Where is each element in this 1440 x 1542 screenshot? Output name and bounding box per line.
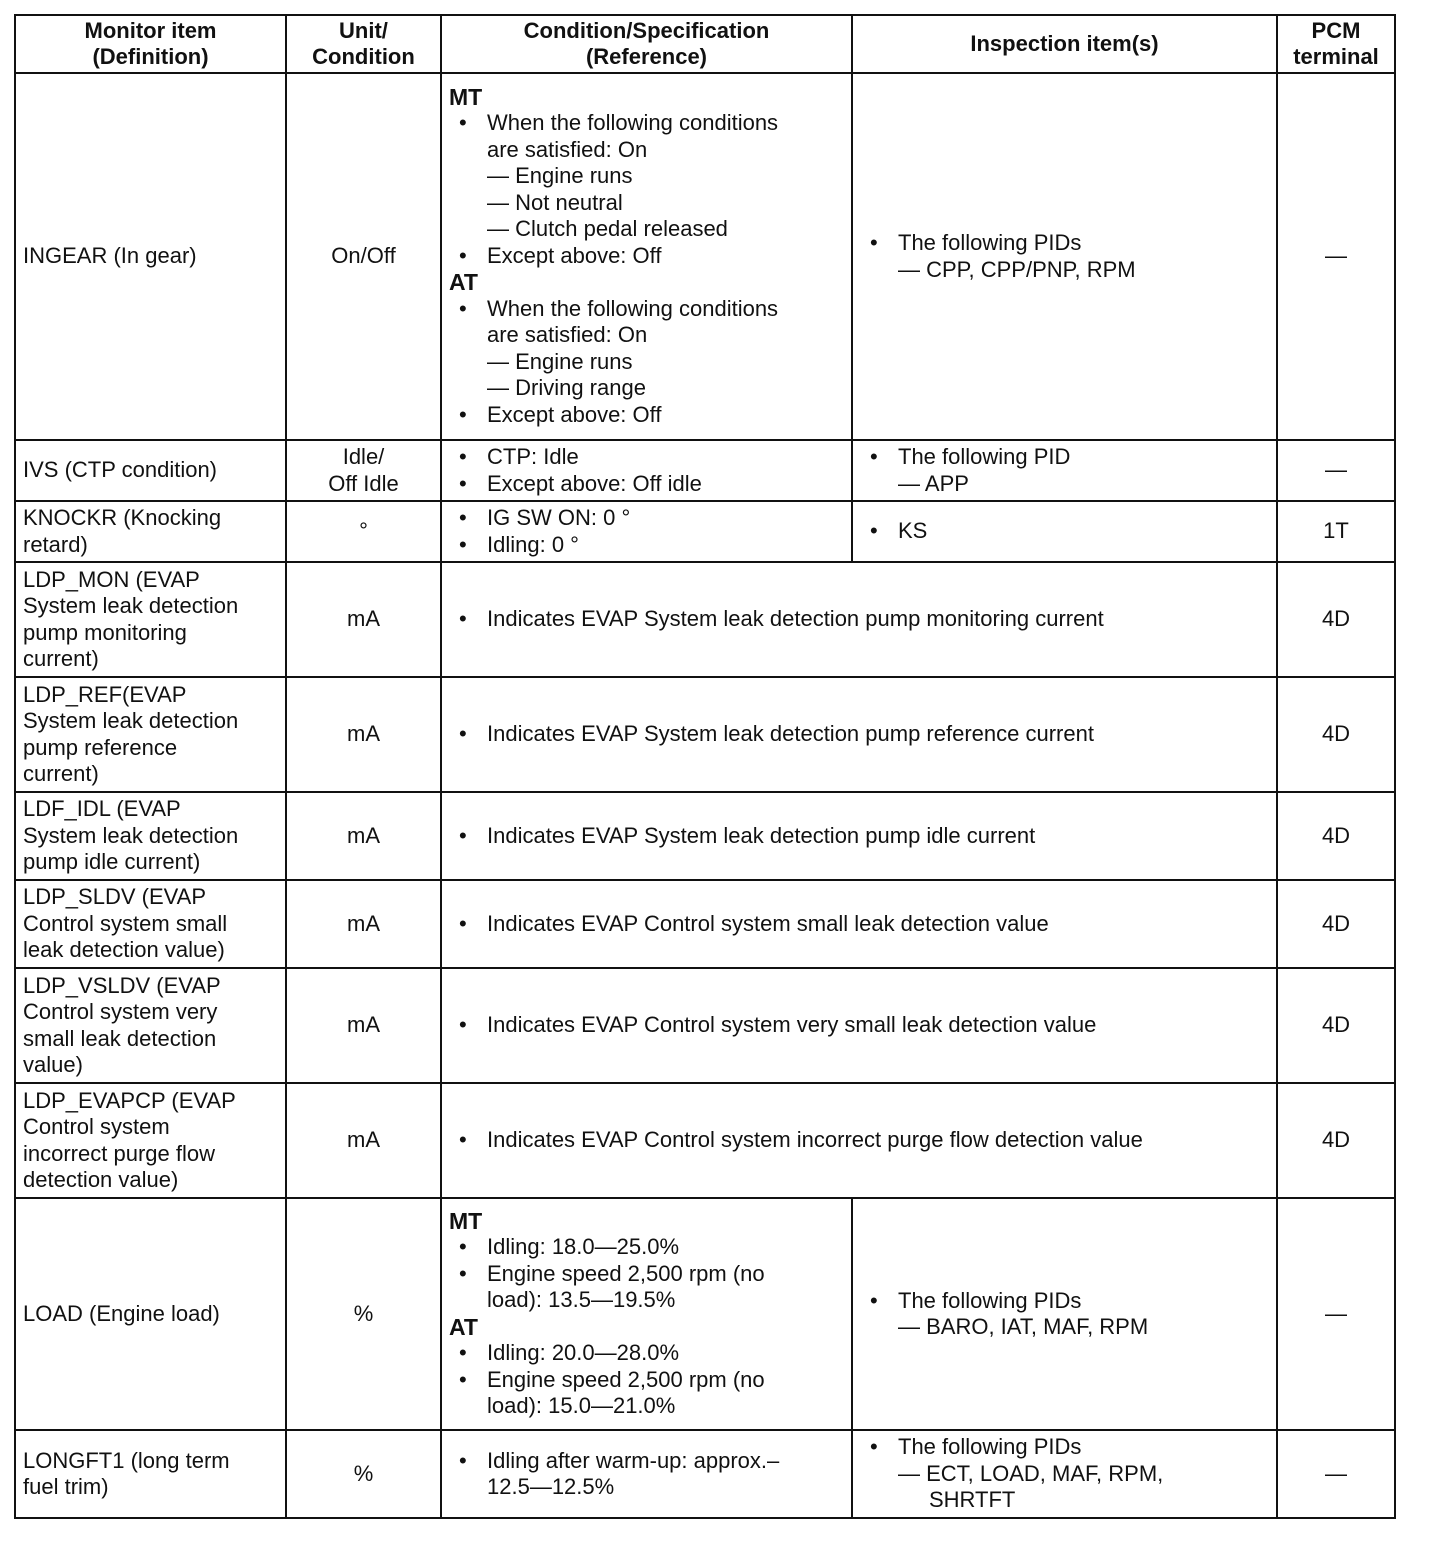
list-item: • Indicates EVAP Control system very small leak detection value bbox=[449, 1012, 1269, 1039]
monitor-item-cell: LOAD (Engine load) bbox=[15, 1198, 286, 1430]
inspection-cell bbox=[852, 1430, 1277, 1518]
table-row bbox=[15, 1083, 1395, 1198]
list-item: • Except above: Off idle bbox=[449, 471, 844, 498]
pcm-terminal-cell: — bbox=[1277, 73, 1395, 440]
table-row bbox=[15, 880, 1395, 968]
table-row bbox=[15, 501, 1395, 562]
condition-cell bbox=[441, 440, 852, 501]
condition-cell bbox=[441, 1198, 852, 1430]
monitor-item-cell: LDP_REF(EVAP System leak detection pump reference current) bbox=[15, 677, 286, 792]
list-item: • Indicates EVAP System leak detection pump monitoring current bbox=[449, 606, 1269, 633]
list-item: • Idling: 20.0—28.0% bbox=[449, 1340, 844, 1367]
unit-cell: Idle/ Off Idle bbox=[286, 440, 441, 501]
table-row bbox=[15, 677, 1395, 792]
monitor-item-cell: IVS (CTP condition) bbox=[15, 440, 286, 501]
header-inspection-items: Inspection item(s) bbox=[852, 15, 1277, 73]
pcm-terminal-cell: 4D bbox=[1277, 968, 1395, 1083]
table-row bbox=[15, 1430, 1395, 1518]
table-row bbox=[15, 440, 1395, 501]
description-cell bbox=[441, 1083, 1277, 1198]
list-item: • Engine speed 2,500 rpm (no load): 13.5—19.5% bbox=[449, 1261, 844, 1314]
list-item: • When the following conditions are satisfied: On — Engine runs — Not neutral — Clutch pedal released bbox=[449, 110, 844, 243]
unit-cell: mA bbox=[286, 677, 441, 792]
table-row bbox=[15, 73, 1395, 440]
list-item: • Indicates EVAP System leak detection pump reference current bbox=[449, 721, 1269, 748]
pcm-terminal-cell: — bbox=[1277, 1198, 1395, 1430]
pcm-terminal-cell: — bbox=[1277, 1430, 1395, 1518]
pcm-terminal-cell: 4D bbox=[1277, 677, 1395, 792]
monitor-item-cell: LDP_VSLDV (EVAP Control system very small leak detection value) bbox=[15, 968, 286, 1083]
list-item: • Indicates EVAP Control system small leak detection value bbox=[449, 911, 1269, 938]
list-item: • The following PIDs — ECT, LOAD, MAF, RPM, SHRTFT bbox=[860, 1434, 1269, 1514]
mt-label: MT bbox=[449, 1207, 483, 1234]
table-row bbox=[15, 792, 1395, 880]
pcm-terminal-cell: 4D bbox=[1277, 792, 1395, 880]
unit-cell: On/Off bbox=[286, 73, 441, 440]
pcm-terminal-cell: — bbox=[1277, 440, 1395, 501]
list-item: • When the following conditions are satisfied: On — Engine runs — Driving range bbox=[449, 296, 844, 402]
list-item: • Indicates EVAP System leak detection pump idle current bbox=[449, 823, 1269, 850]
inspection-cell bbox=[852, 501, 1277, 562]
header-row bbox=[15, 15, 1395, 73]
list-item: • Indicates EVAP Control system incorrect purge flow detection value bbox=[449, 1127, 1269, 1154]
list-item: • Engine speed 2,500 rpm (no load): 15.0—21.0% bbox=[449, 1367, 844, 1420]
inspection-cell bbox=[852, 440, 1277, 501]
header-unit-condition: Unit/ Condition bbox=[286, 15, 441, 73]
pcm-terminal-cell: 1T bbox=[1277, 501, 1395, 562]
monitor-item-cell: LDP_MON (EVAP System leak detection pump monitoring current) bbox=[15, 562, 286, 677]
header-pcm-terminal: PCM terminal bbox=[1277, 15, 1395, 73]
header-monitor-item: Monitor item (Definition) bbox=[15, 15, 286, 73]
description-cell bbox=[441, 677, 1277, 792]
unit-cell: ° bbox=[286, 501, 441, 562]
table-row bbox=[15, 968, 1395, 1083]
inspection-cell bbox=[852, 73, 1277, 440]
pcm-terminal-cell: 4D bbox=[1277, 562, 1395, 677]
table-row bbox=[15, 1198, 1395, 1430]
unit-cell: % bbox=[286, 1430, 441, 1518]
list-item: • The following PID — APP bbox=[860, 444, 1269, 497]
unit-cell: mA bbox=[286, 792, 441, 880]
unit-cell: mA bbox=[286, 1083, 441, 1198]
list-item: • Except above: Off bbox=[449, 402, 844, 429]
spec-sheet bbox=[14, 14, 1394, 1519]
list-item: • The following PIDs — BARO, IAT, MAF, RPM bbox=[860, 1288, 1269, 1341]
unit-cell: mA bbox=[286, 562, 441, 677]
monitor-item-cell: KNOCKR (Knocking retard) bbox=[15, 501, 286, 562]
list-item: • Except above: Off bbox=[449, 243, 844, 270]
description-cell bbox=[441, 562, 1277, 677]
mt-label: MT bbox=[449, 83, 483, 110]
condition-cell bbox=[441, 1430, 852, 1518]
description-cell bbox=[441, 880, 1277, 968]
list-item: • Idling: 18.0—25.0% bbox=[449, 1234, 844, 1261]
list-item: • CTP: Idle bbox=[449, 444, 844, 471]
description-cell bbox=[441, 968, 1277, 1083]
monitor-spec-table bbox=[14, 14, 1396, 1519]
header-condition-specification: Condition/Specification (Reference) bbox=[441, 15, 852, 73]
at-label: AT bbox=[449, 1313, 478, 1340]
list-item: • IG SW ON: 0 ° bbox=[449, 505, 844, 532]
monitor-item-cell: LDP_EVAPCP (EVAP Control system incorrect purge flow detection value) bbox=[15, 1083, 286, 1198]
description-cell bbox=[441, 792, 1277, 880]
monitor-item-cell: LDP_SLDV (EVAP Control system small leak detection value) bbox=[15, 880, 286, 968]
unit-cell: % bbox=[286, 1198, 441, 1430]
unit-cell: mA bbox=[286, 968, 441, 1083]
list-item: • Idling after warm-up: approx.– 12.5—12.5% bbox=[449, 1448, 844, 1501]
table-row bbox=[15, 562, 1395, 677]
list-item: • KS bbox=[860, 518, 1269, 545]
monitor-item-cell: LONGFT1 (long term fuel trim) bbox=[15, 1430, 286, 1518]
list-item: • Idling: 0 ° bbox=[449, 532, 844, 559]
condition-cell bbox=[441, 501, 852, 562]
condition-cell bbox=[441, 73, 852, 440]
pcm-terminal-cell: 4D bbox=[1277, 1083, 1395, 1198]
monitor-item-cell: INGEAR (In gear) bbox=[15, 73, 286, 440]
list-item: • The following PIDs — CPP, CPP/PNP, RPM bbox=[860, 230, 1269, 283]
pcm-terminal-cell: 4D bbox=[1277, 880, 1395, 968]
inspection-cell bbox=[852, 1198, 1277, 1430]
monitor-item-cell: LDF_IDL (EVAP System leak detection pump idle current) bbox=[15, 792, 286, 880]
at-label: AT bbox=[449, 269, 478, 296]
unit-cell: mA bbox=[286, 880, 441, 968]
